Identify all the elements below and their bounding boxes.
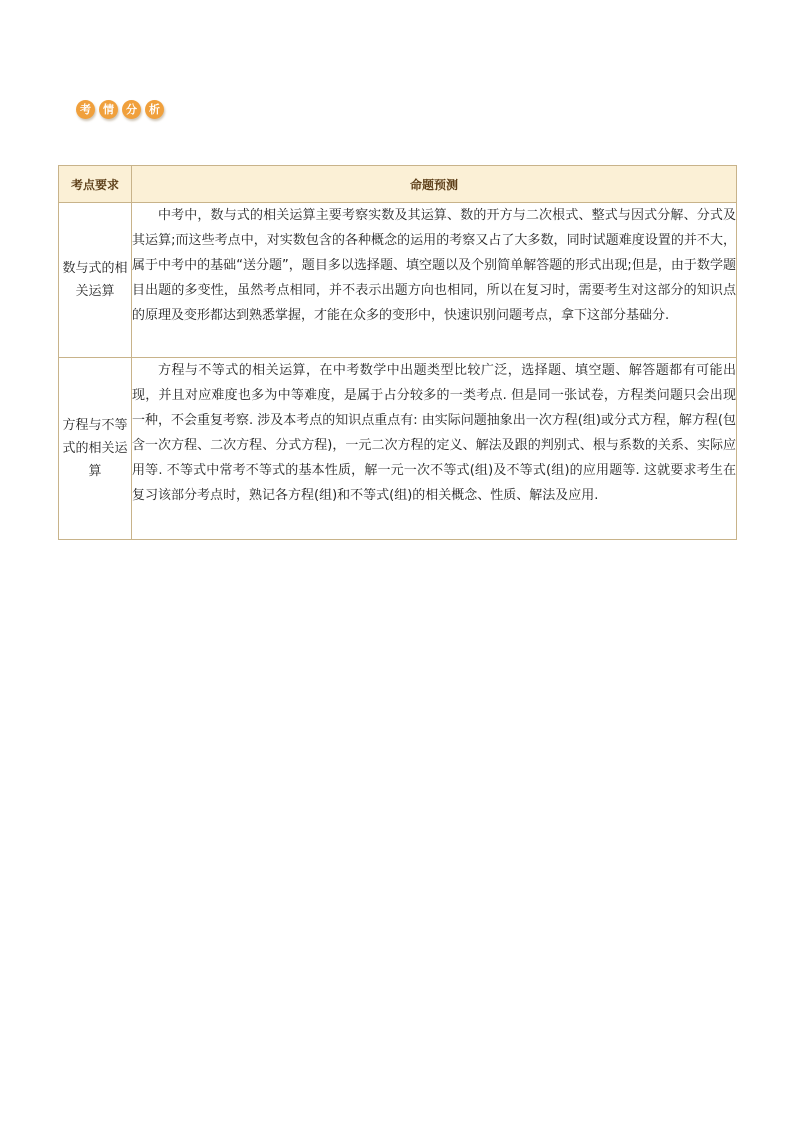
requirement-cell: 数与式的相关运算 [59, 203, 132, 358]
badge-char: 分 [122, 100, 141, 119]
exam-analysis-table [58, 165, 737, 540]
prediction-text: 方程与不等式的相关运算，在中考数学中出题类型比较广泛，选择题、填空题、解答题都有可能出现，并且对应难度也多为中等难度，是属于占分较多的一类考点. 但是同一张试卷，方程类问题只会出现一种，不会重复考察. 涉及本考点的知识点重点有: 由实际问题抽象出一次方程(组)或分式方程，解方程(包含一次方程、二次方程、分式方程)，一元二次方程的定义、解法及跟的判别式、根与系数的关系、实际应用等. 不等式中常考不等式的基本性质，解一元一次不等式(组)及不等式(组)的应用题等. 这就要求考生在复习该部分考点时，熟记各方程(组)和不等式(组)的相关概念、性质、解法及应用. [132, 363, 736, 503]
requirement-cell: 方程与不等式的相关运算 [59, 358, 132, 540]
header-requirement: 考点要求 [59, 166, 132, 203]
table-row [59, 358, 737, 540]
table-header-row [59, 166, 737, 203]
prediction-cell [132, 203, 737, 358]
prediction-cell [132, 358, 737, 540]
badge-char: 情 [99, 100, 118, 119]
header-prediction: 命题预测 [132, 166, 737, 203]
table-row [59, 203, 737, 358]
prediction-text: 中考中，数与式的相关运算主要考察实数及其运算、数的开方与二次根式、整式与因式分解、分式及其运算;而这些考点中，对实数包含的各种概念的运用的考察又占了大多数，同时试题难度设置的并不大，属于中考中的基础“送分题”，题目多以选择题、填空题以及个别简单解答题的形式出现;但是，由于数学题目出题的多变性，虽然考点相同，并不表示出题方向也相同，所以在复习时，需要考生对这部分的知识点的原理及变形都达到熟悉掌握，才能在众多的变形中，快速识别问题考点，拿下这部分基础分. [132, 208, 736, 323]
section-badge [76, 100, 164, 119]
badge-char: 析 [145, 100, 164, 119]
badge-char: 考 [76, 100, 95, 119]
